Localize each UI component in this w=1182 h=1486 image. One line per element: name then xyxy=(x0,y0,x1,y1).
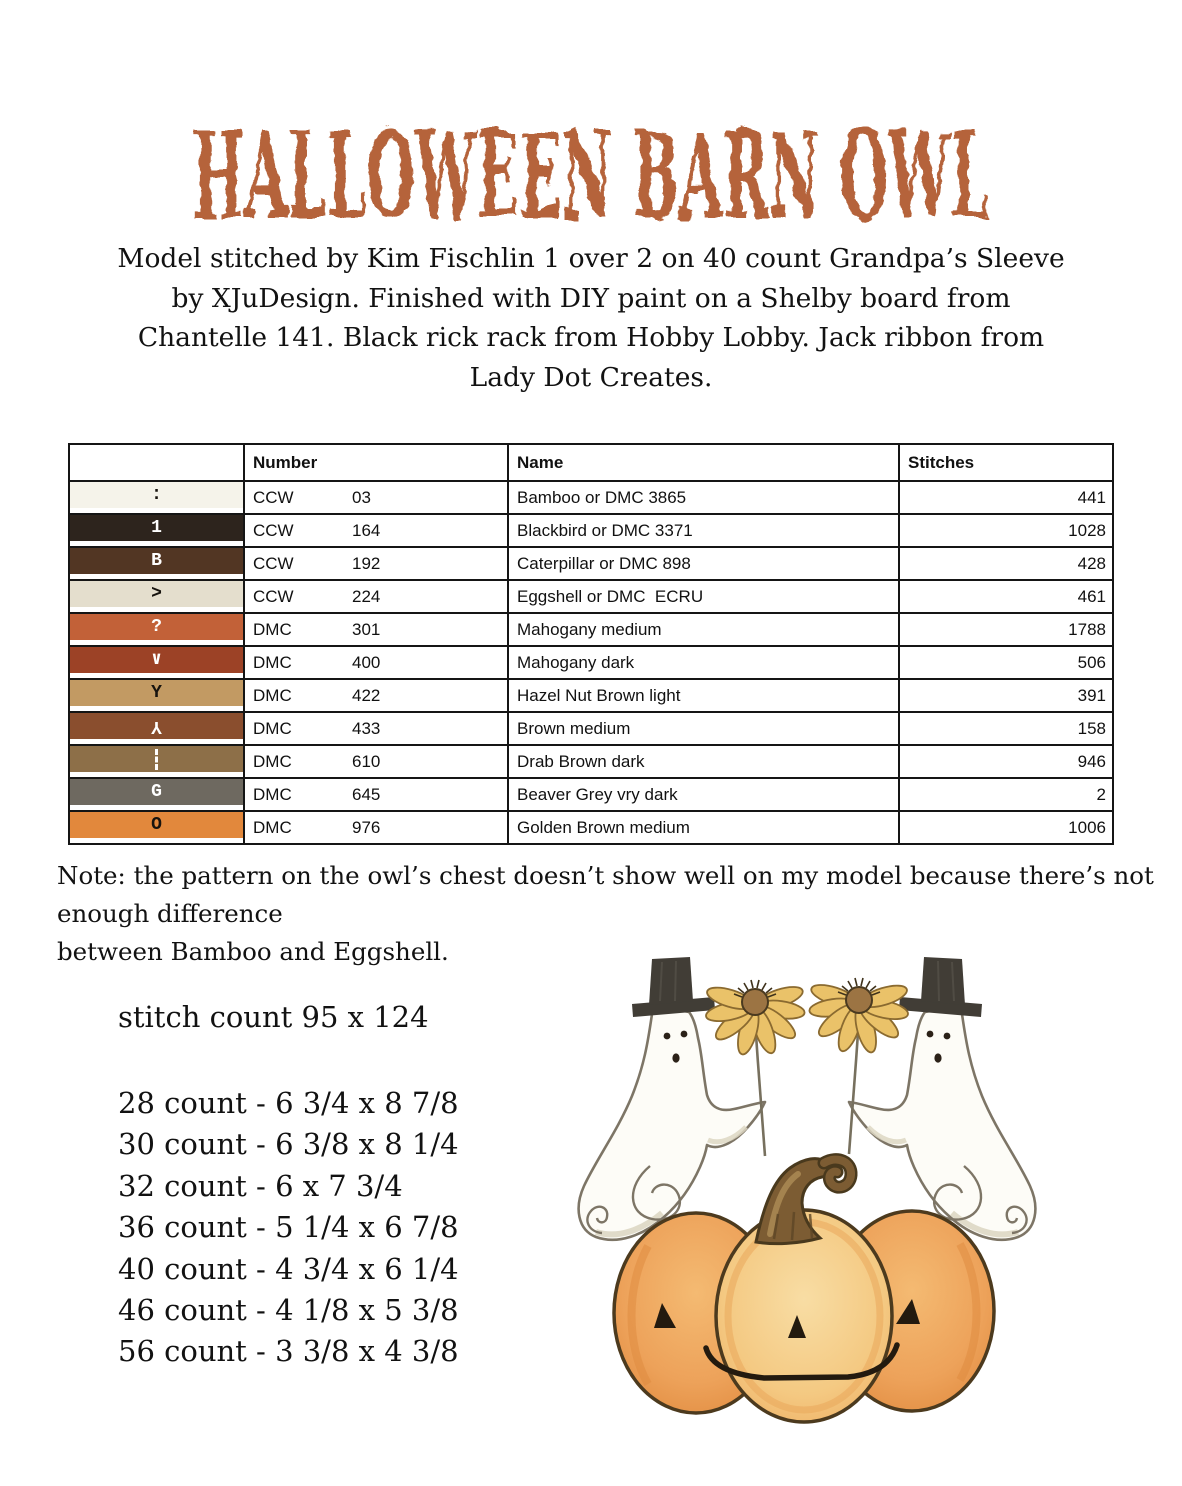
stitch-symbol: 1 xyxy=(151,518,162,538)
page-title: HALLOWEEN BARN OWL xyxy=(192,107,990,247)
thread-number xyxy=(244,646,508,679)
thread-name: Hazel Nut Brown light xyxy=(508,679,899,712)
thread-stitch-count: 428 xyxy=(899,547,1113,580)
thread-stitch-count: 1028 xyxy=(899,514,1113,547)
color-swatch xyxy=(70,680,243,706)
thread-code: 164 xyxy=(352,520,381,540)
thread-name: Brown medium xyxy=(508,712,899,745)
thread-name: Mahogany medium xyxy=(508,613,899,646)
thread-name: Beaver Grey vry dark xyxy=(508,778,899,811)
thread-stitch-count: 946 xyxy=(899,745,1113,778)
color-swatch xyxy=(70,614,243,640)
thread-code: 03 xyxy=(352,487,371,507)
note-line: Note: the pattern on the owl’s chest doesn’t show well on my model because there’s not enough difference xyxy=(57,861,1154,928)
size-information xyxy=(118,1000,459,1373)
thread-brand: DMC xyxy=(253,751,292,771)
stitch-symbol: Y xyxy=(151,683,162,703)
thread-name: Blackbird or DMC 3371 xyxy=(508,514,899,547)
thread-code: 301 xyxy=(352,619,381,639)
color-swatch xyxy=(70,812,243,838)
size-line: 28 count - 6 3/4 x 8 7/8 xyxy=(118,1086,459,1120)
thread-stitch-count: 1006 xyxy=(899,811,1113,844)
thread-row xyxy=(69,778,1113,811)
size-line: 36 count - 5 1/4 x 6 7/8 xyxy=(118,1210,459,1245)
thread-row xyxy=(69,481,1113,514)
thread-color-table xyxy=(68,443,1114,845)
thread-brand: CCW xyxy=(253,487,294,507)
number-column-header: Number xyxy=(244,444,508,481)
color-swatch xyxy=(70,482,243,508)
thread-row xyxy=(69,580,1113,613)
thread-code: 422 xyxy=(352,685,381,705)
thread-brand: DMC xyxy=(253,685,292,705)
thread-brand: DMC xyxy=(253,817,292,837)
thread-number xyxy=(244,811,508,844)
thread-row xyxy=(69,547,1113,580)
stitches-column-header: Stitches xyxy=(899,444,1113,481)
table-header-row xyxy=(69,444,1113,481)
thread-code: 645 xyxy=(352,784,381,804)
thread-name: Mahogany dark xyxy=(508,646,899,679)
note-line: between Bamboo and Eggshell. xyxy=(57,937,449,966)
size-line: 40 count - 4 3/4 x 6 1/4 xyxy=(118,1251,459,1286)
thread-number xyxy=(244,580,508,613)
intro-line: by XJuDesign. Finished with DIY paint on a Shelby board from xyxy=(171,282,1011,314)
stitch-symbol: > xyxy=(151,584,162,604)
thread-brand: DMC xyxy=(253,652,292,672)
size-line: 32 count - 6 x 7 3/4 xyxy=(118,1168,403,1203)
thread-stitch-count: 391 xyxy=(899,679,1113,712)
color-swatch xyxy=(70,515,243,541)
thread-number xyxy=(244,712,508,745)
ghosts-and-pumpkin-illustration xyxy=(556,946,1134,1476)
thread-row xyxy=(69,811,1113,844)
color-swatch xyxy=(70,779,243,805)
thread-number xyxy=(244,745,508,778)
thread-brand: CCW xyxy=(253,520,294,540)
color-swatch xyxy=(70,746,243,772)
thread-stitch-count: 441 xyxy=(899,481,1113,514)
thread-brand: DMC xyxy=(253,784,292,804)
thread-code: 976 xyxy=(352,817,381,837)
thread-name: Caterpillar or DMC 898 xyxy=(508,547,899,580)
color-swatch xyxy=(70,647,243,673)
stitch-symbol: ? xyxy=(151,617,162,637)
color-swatch xyxy=(70,581,243,607)
stitch-symbol: G xyxy=(151,782,162,802)
thread-number xyxy=(244,778,508,811)
thread-row xyxy=(69,712,1113,745)
intro-paragraph xyxy=(0,239,1182,397)
size-line: 46 count - 4 1/8 x 5 3/8 xyxy=(118,1293,459,1328)
stitch-symbol: B xyxy=(151,551,162,571)
thread-row xyxy=(69,646,1113,679)
thread-row xyxy=(69,613,1113,646)
thread-number xyxy=(244,679,508,712)
thread-brand: DMC xyxy=(253,619,292,639)
color-swatch xyxy=(70,548,243,574)
stitch-symbol-rotated-y: Y xyxy=(151,716,162,736)
thread-code: 400 xyxy=(352,652,381,672)
thread-number xyxy=(244,481,508,514)
symbol-column-header xyxy=(69,444,244,481)
thread-row xyxy=(69,514,1113,547)
intro-line: Lady Dot Creates. xyxy=(469,361,713,393)
stitch-symbol: : xyxy=(151,485,162,505)
thread-brand: DMC xyxy=(253,718,292,738)
thread-number xyxy=(244,514,508,547)
stitch-symbol-dashed-line xyxy=(155,749,158,770)
thread-brand: CCW xyxy=(253,586,294,606)
stitch-symbol: ∨ xyxy=(151,650,162,670)
size-line: 56 count - 3 3/8 x 4 3/8 xyxy=(118,1334,459,1369)
intro-line: Chantelle 141. Black rick rack from Hobby Lobby. Jack ribbon from xyxy=(137,322,1045,353)
thread-name: Bamboo or DMC 3865 xyxy=(508,481,899,514)
thread-name: Drab Brown dark xyxy=(508,745,899,778)
thread-stitch-count: 506 xyxy=(899,646,1113,679)
thread-name: Golden Brown medium xyxy=(508,811,899,844)
stitch-count: stitch count 95 x 124 xyxy=(118,1000,429,1034)
thread-row xyxy=(69,745,1113,778)
thread-name: Eggshell or DMC ECRU xyxy=(508,580,899,613)
stitch-symbol: O xyxy=(151,815,162,835)
color-swatch xyxy=(70,713,243,739)
thread-code: 192 xyxy=(352,553,381,573)
thread-stitch-count: 1788 xyxy=(899,613,1113,646)
thread-stitch-count: 461 xyxy=(899,580,1113,613)
thread-stitch-count: 158 xyxy=(899,712,1113,745)
name-column-header: Name xyxy=(508,444,899,481)
thread-code: 433 xyxy=(352,718,381,738)
thread-brand: CCW xyxy=(253,553,294,573)
thread-code: 610 xyxy=(352,751,381,771)
size-line: 30 count - 6 3/8 x 8 1/4 xyxy=(118,1127,459,1162)
thread-number xyxy=(244,613,508,646)
thread-code: 224 xyxy=(352,586,381,606)
thread-row xyxy=(69,679,1113,712)
thread-stitch-count: 2 xyxy=(899,778,1113,811)
intro-line: Model stitched by Kim Fischlin 1 over 2 on 40 count Grandpa’s Sleeve xyxy=(117,243,1065,274)
thread-number xyxy=(244,547,508,580)
